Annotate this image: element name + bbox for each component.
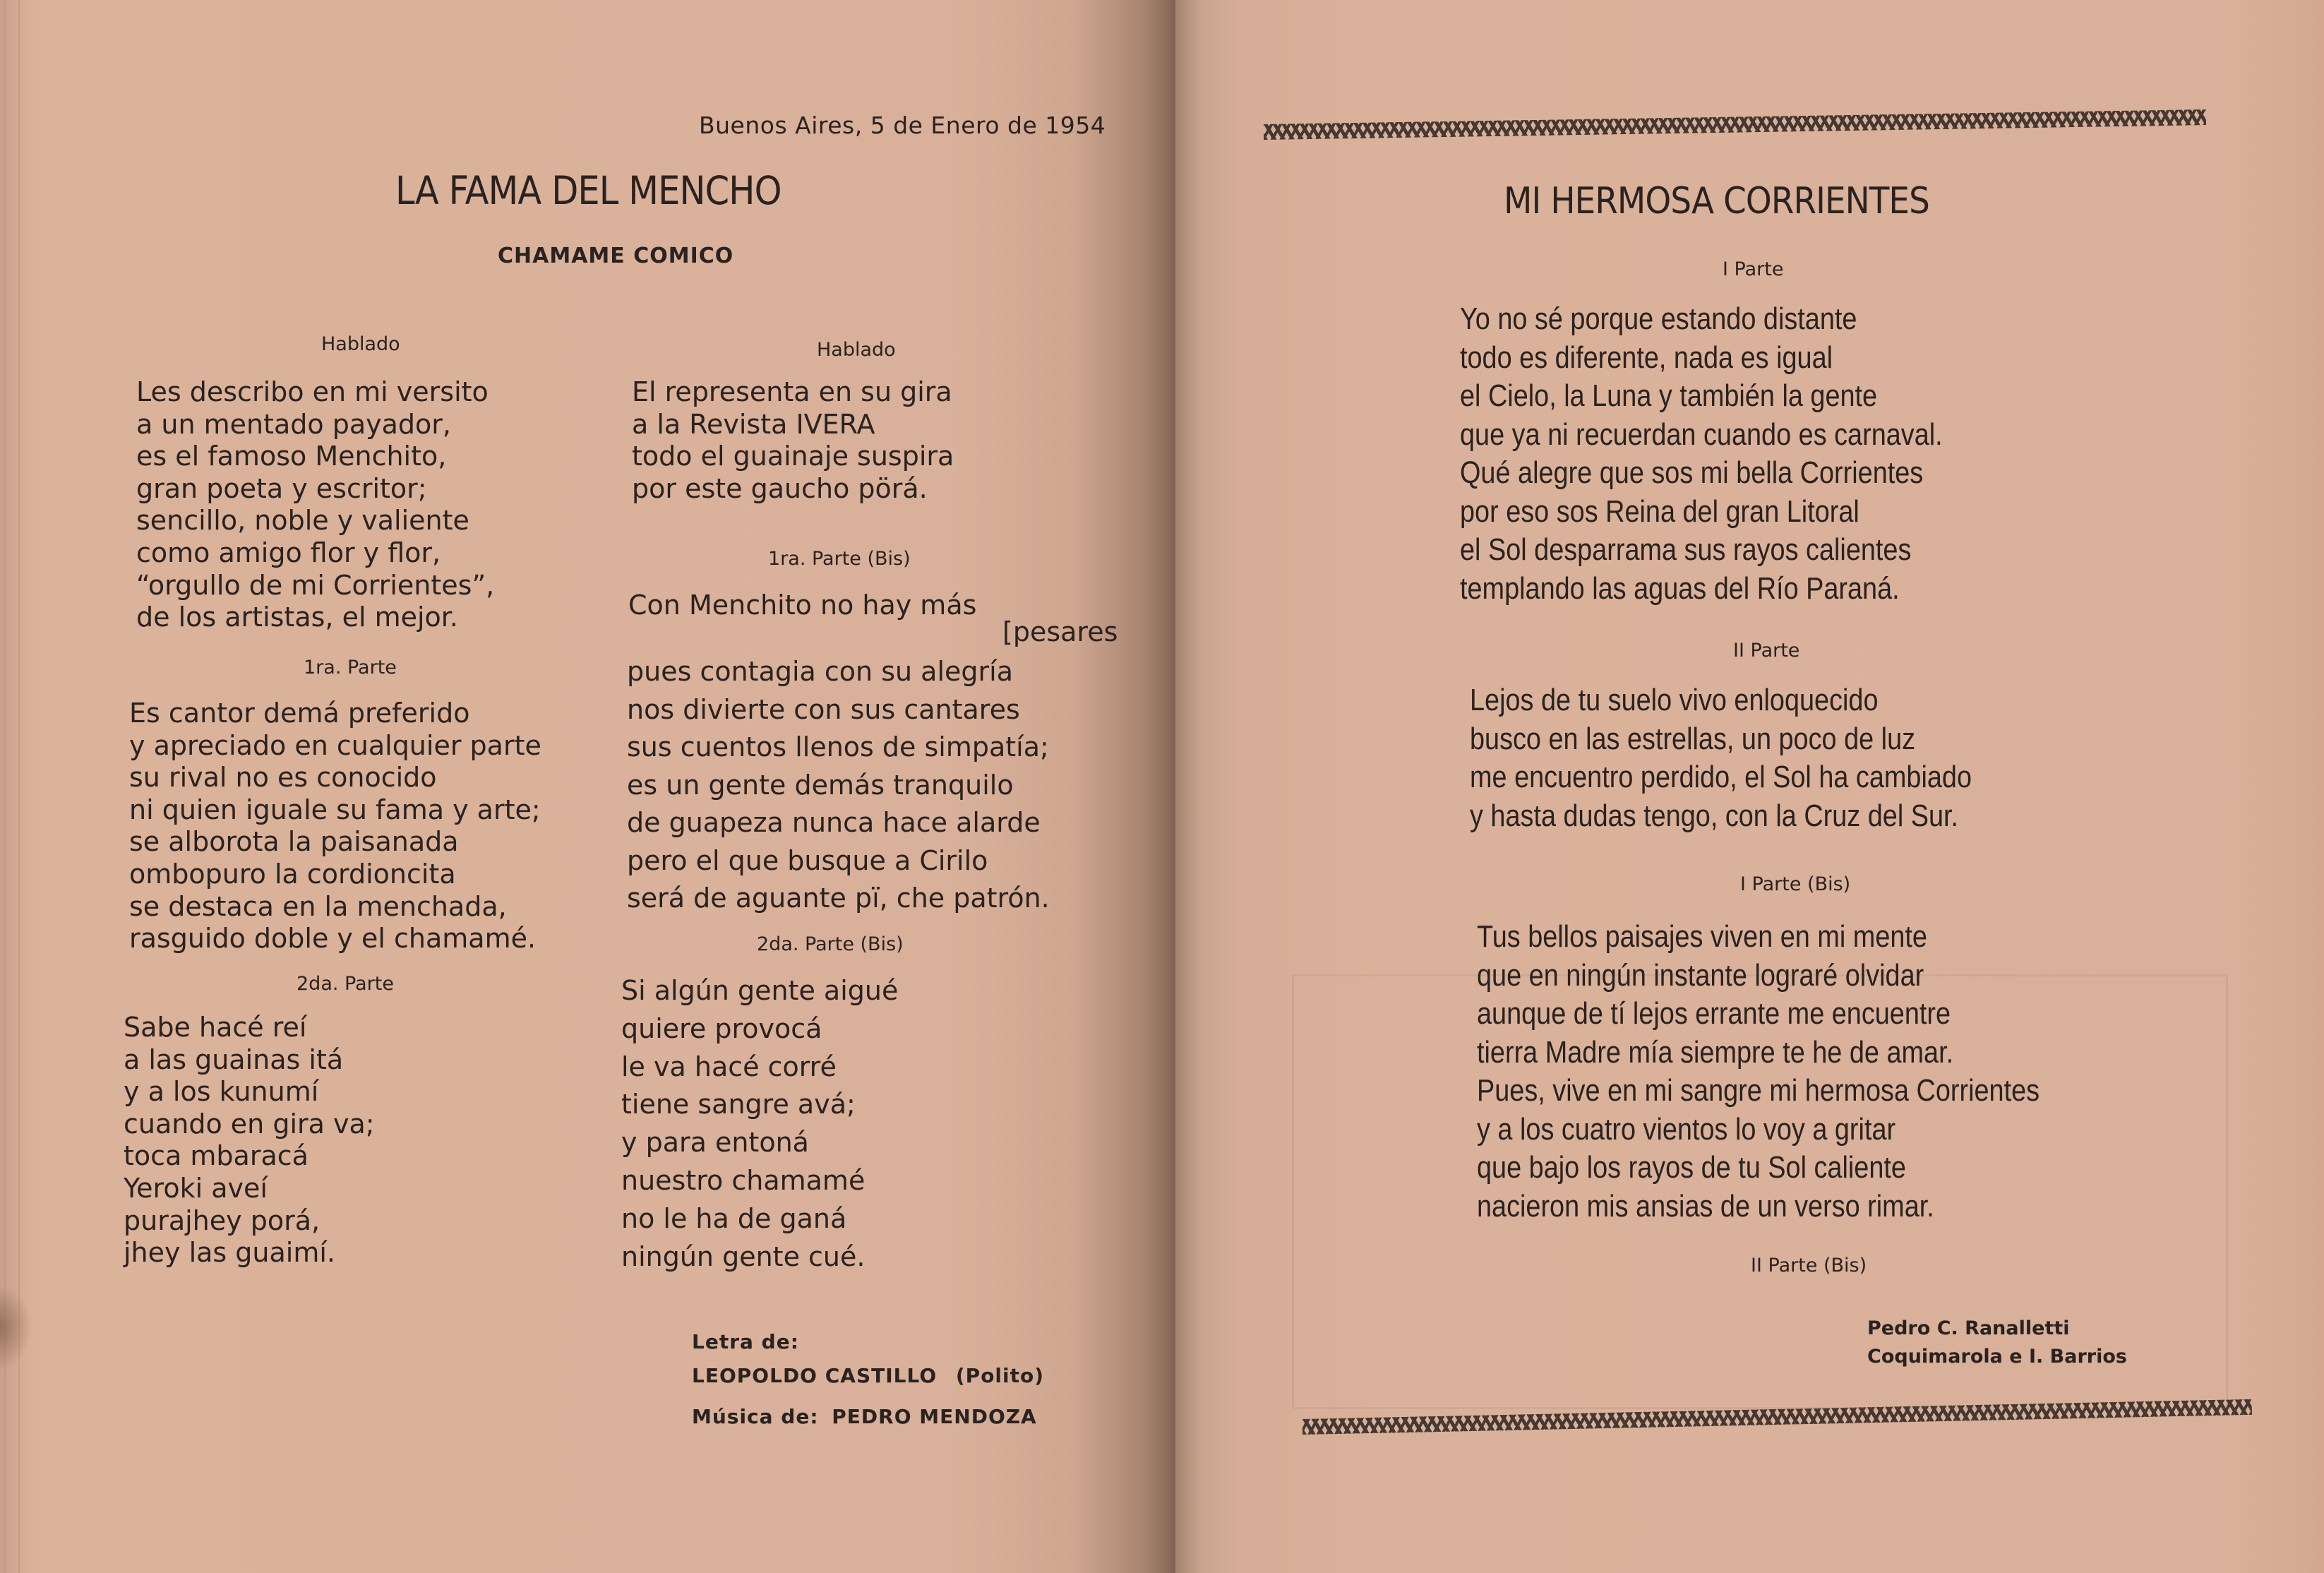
page-stain [0, 1285, 32, 1370]
verse-line: Sabe hacé reí [124, 1012, 307, 1043]
verse-block [124, 1012, 375, 1269]
verse-line: su rival no es conocido [129, 762, 437, 794]
verse-line: será de aguante pï, che patrón. [627, 883, 1050, 914]
verse-line: toca mbaracá [124, 1140, 309, 1172]
verse-line: sencillo, noble y valiente [136, 505, 469, 537]
verse-line: nacieron mis ansias de un verso rimar. [1477, 1188, 1934, 1224]
verse-line: El representa en su gira [632, 376, 952, 407]
verse-line: pero el que busque a Cirilo [627, 844, 988, 876]
verse-line: busco en las estrellas, un poco de luz [1470, 721, 1916, 756]
verse-line: de los artistas, el mejor. [136, 602, 458, 633]
verse-line: a la Revista IVERA [632, 408, 875, 440]
verse-line: rasguido doble y el chamamé. [129, 923, 537, 955]
verse-line: se destaca en la menchada, [129, 890, 507, 922]
verse-line: gran poeta y escritor; [136, 472, 427, 504]
verse-line: que bajo los rayos de tu Sol caliente [1477, 1150, 1906, 1185]
verse-line: de guapeza nunca hace alarde [627, 807, 1041, 838]
section-label: 1ra. Parte [304, 657, 397, 678]
verse-line: ni quien iguale su fama y arte; [129, 794, 541, 825]
verse-line: “orgullo de mi Corrientes”, [136, 569, 495, 601]
music-label: Música de: [692, 1405, 819, 1428]
verse-line: le va hacé corré [621, 1051, 837, 1082]
credits-line: Pedro C. Ranalletti [1867, 1317, 2070, 1339]
lyrics-nickname: (Polito) [955, 1364, 1045, 1387]
verse-line: por eso sos Reina del gran Litoral [1460, 494, 1859, 529]
verse-line: todo es diferente, nada es igual [1460, 340, 1833, 375]
verse-line: tierra Madre mía siempre te he de amar. [1477, 1034, 1954, 1070]
verse-line: Es cantor demá preferido [129, 698, 470, 729]
lyrics-author: LEOPOLDO CASTILLO [692, 1364, 938, 1387]
section-label: I Parte [1723, 258, 1784, 280]
verse-line: es un gente demás tranquilo [627, 769, 1014, 801]
verse-line: nos divierte con sus cantares [627, 693, 1020, 725]
verse-line: Pues, vive en mi sangre mi hermosa Corrientes [1477, 1073, 2040, 1108]
section-label: Hablado [321, 333, 400, 355]
verse-block [1460, 300, 1943, 608]
verse-line: Con Menchito no hay más [628, 590, 977, 621]
lyrics-author-line [692, 1359, 1044, 1393]
verse-line: quiere provocá [621, 1012, 822, 1044]
verse-line: cuando en gira va; [124, 1108, 375, 1140]
verse-line: ombopuro la cordioncita [129, 858, 456, 890]
verse-line: Tus bellos paisajes viven en mi mente [1477, 919, 1927, 954]
verse-block [136, 376, 494, 634]
verse-line: a un mentado payador, [136, 408, 451, 440]
verse-line: Yeroki aveí [124, 1172, 268, 1204]
verse-line: Qué alegre que sos mi bella Corrientes [1460, 455, 1924, 490]
verse-line: que ya ni recuerdan cuando es carnaval. [1460, 417, 1943, 452]
verse-block [632, 376, 954, 505]
section-label: 2da. Parte (Bis) [757, 933, 904, 955]
verse-block [628, 590, 1118, 648]
verse-line: como amigo flor y flor, [136, 537, 441, 568]
verse-line: y hasta dudas tengo, con la Cruz del Sur. [1470, 798, 1959, 833]
verse-line: tiene sangre avá; [621, 1089, 856, 1120]
verse-line: y a los kunumí [124, 1076, 319, 1108]
music-line [692, 1393, 1044, 1441]
verse-line: purajhey porá, [124, 1204, 321, 1236]
verse-line: Yo no sé porque estando distante [1460, 301, 1857, 336]
section-label: II Parte (Bis) [1751, 1255, 1867, 1276]
verse-line: es el famoso Menchito, [136, 441, 447, 472]
verse-line: no le ha de ganá [621, 1202, 847, 1234]
section-label: II Parte [1733, 640, 1800, 662]
verse-line: aunque de tí lejos errante me encuentre [1477, 996, 1951, 1031]
verse-line: ningún gente cué. [621, 1240, 865, 1272]
section-label: I Parte (Bis) [1740, 873, 1851, 895]
verse-line: pues contagia con su alegría [627, 656, 1013, 687]
verse-line: y a los cuatro vientos lo voy a gritar [1477, 1111, 1896, 1147]
verse-block [1470, 681, 1972, 835]
verse-line: todo el guainaje suspira [632, 441, 954, 472]
verse-line: me encuentro perdido, el Sol ha cambiado [1470, 760, 1972, 794]
verse-block [129, 698, 541, 955]
date-line: Buenos Aires, 5 de Enero de 1954 [699, 112, 1106, 139]
song-subtitle: CHAMAME COMICO [498, 244, 734, 268]
credits-block [692, 1325, 1044, 1441]
verse-line: se alborota la paisanada [129, 826, 459, 858]
section-label: Hablado [817, 339, 896, 361]
verse-line: que en ningún instante lograré olvidar [1477, 957, 1924, 993]
credits-line: Coquimarola e I. Barrios [1867, 1346, 2127, 1368]
section-label: 1ra. Parte (Bis) [768, 548, 911, 570]
verse-line: sus cuentos llenos de simpatía; [627, 731, 1049, 762]
verse-line: y para entoná [621, 1127, 809, 1159]
credits-block-right [1867, 1315, 2127, 1371]
verse-line-continuation: [pesares [1002, 616, 1118, 647]
verse-block [621, 972, 898, 1276]
verse-line: nuestro chamamé [621, 1164, 865, 1196]
song-title-left: LA FAMA DEL MENCHO [395, 168, 781, 213]
verse-line: Lejos de tu suelo vivo enloquecido [1470, 683, 1879, 717]
verse-line: templando las aguas del Río Paraná. [1460, 570, 1900, 606]
lyrics-label: Letra de: [692, 1330, 799, 1353]
verse-line: el Sol desparrama sus rayos calientes [1460, 532, 1912, 567]
verse-line: y apreciado en cualquier parte [129, 729, 541, 761]
verse-line: a las guainas itá [124, 1043, 344, 1075]
section-label: 2da. Parte [297, 973, 394, 995]
verse-block [627, 653, 1050, 918]
verse-line: por este gaucho pörá. [632, 472, 928, 504]
music-author: PEDRO MENDOZA [832, 1405, 1037, 1428]
verse-line: jhey las guaimí. [124, 1237, 336, 1269]
verse-line: Les describo en mi versito [136, 376, 489, 407]
verse-block [1477, 918, 2040, 1226]
verse-line: Si algún gente aigué [621, 975, 899, 1006]
song-title-right: MI HERMOSA CORRIENTES [1504, 180, 1929, 222]
verse-line: el Cielo, la Luna y también la gente [1460, 378, 1878, 413]
